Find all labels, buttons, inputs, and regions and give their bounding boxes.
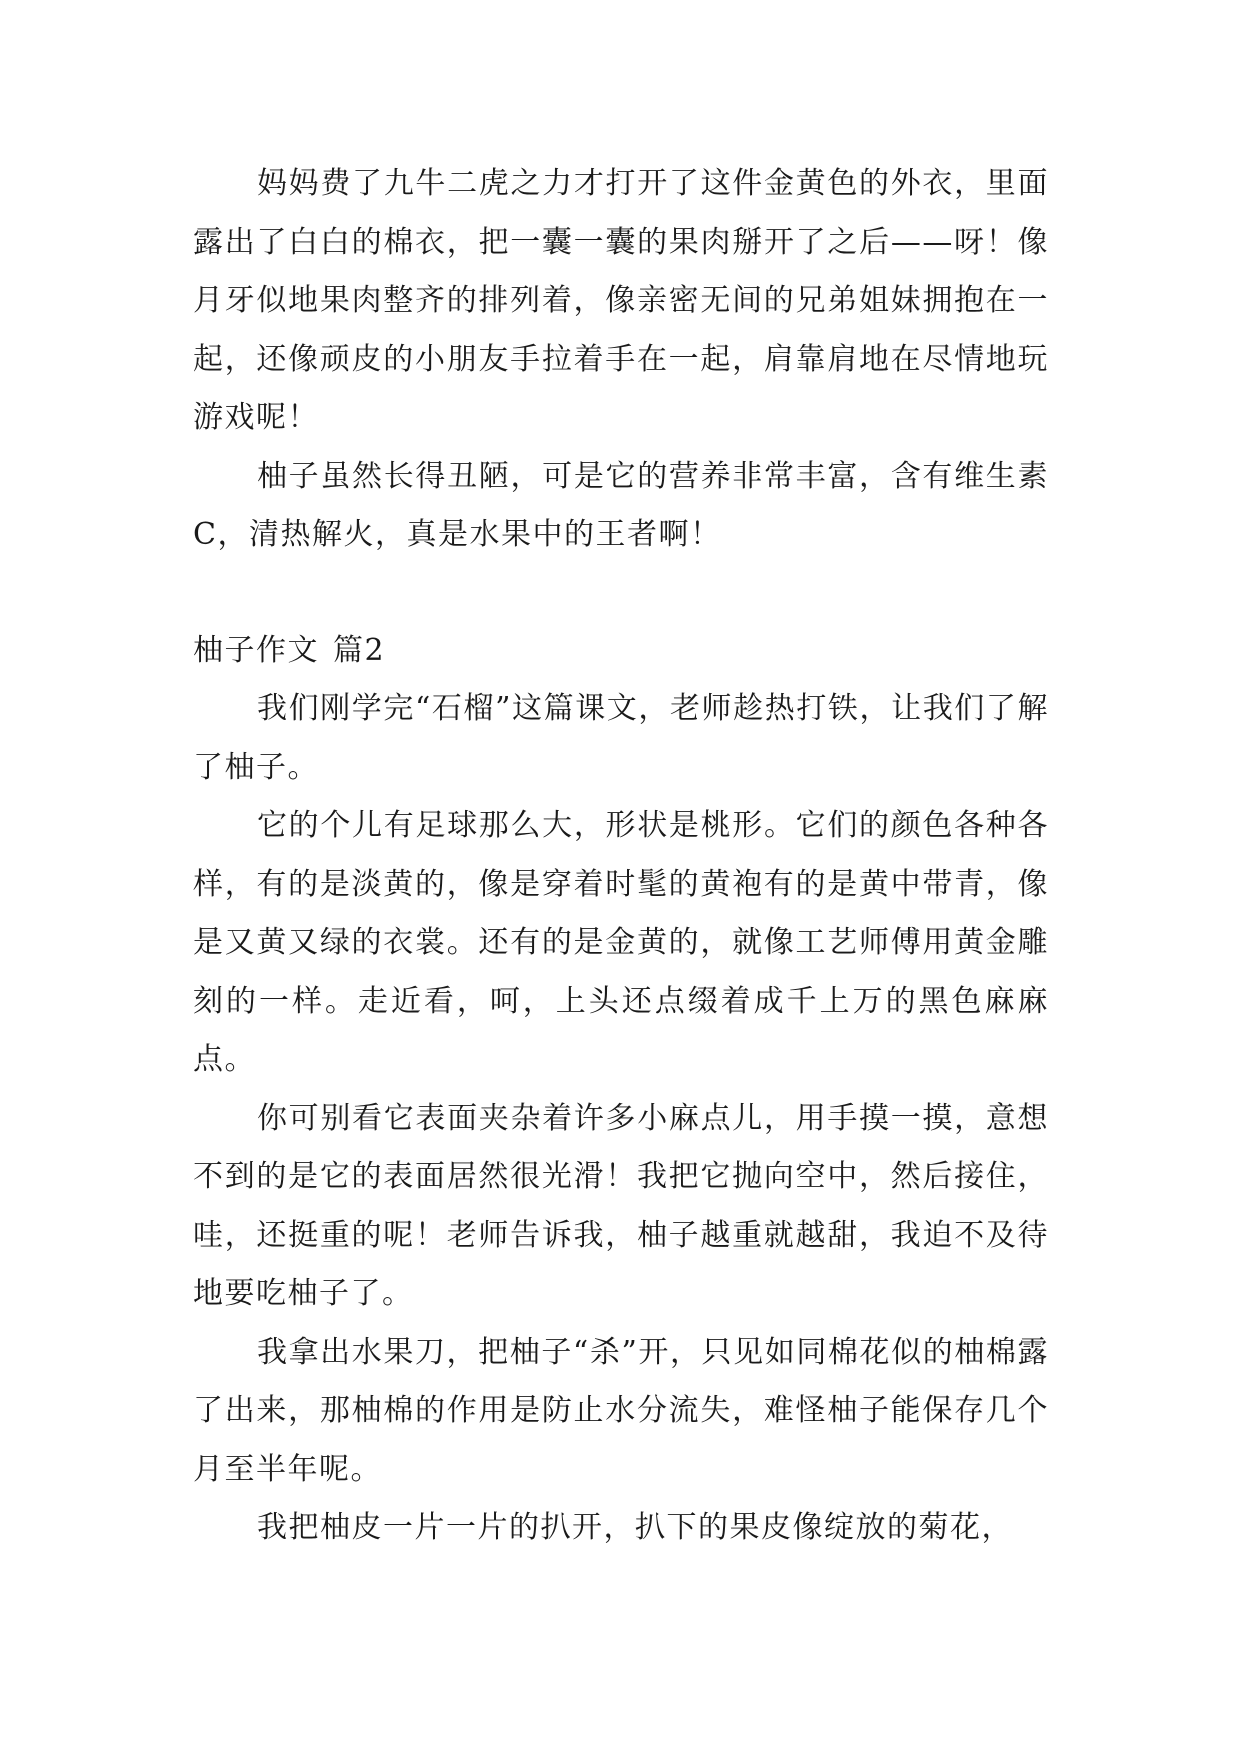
- paragraph: 你可别看它表面夹杂着许多小麻点儿，用手摸一摸，意想不到的是它的表面居然很光滑！我把它抛向空中，然后接住，哇，还挺重的呢！老师告诉我，柚子越重就越甜，我迫不及待地要吃柚子了。: [193, 1100, 1049, 1311]
- essay-section-2: [193, 680, 1049, 1558]
- paragraph: 妈妈费了九牛二虎之力才打开了这件金黄色的外衣，里面露出了白白的棉衣，把一囊一囊的果肉掰开了之后——呀！像月牙似地果肉整齐的排列着，像亲密无间的兄弟姐妹拥抱在一起，还像顽皮的小朋友手拉着手在一起，肩靠肩地在尽情地玩游戏呢！: [193, 166, 1049, 435]
- paragraph: 我拿出水果刀，把柚子“杀”开，只见如同棉花似的柚棉露了出来，那柚棉的作用是防止水分流失，难怪柚子能保存几个月至半年呢。: [193, 1334, 1049, 1487]
- paragraph: 柚子虽然长得丑陋，可是它的营养非常丰富，含有维生素C，清热解火，真是水果中的王者啊！: [193, 458, 1049, 552]
- essay-section-1: [193, 155, 1049, 565]
- essay-title: 柚子作文: [193, 633, 319, 668]
- paragraph: 它的个儿有足球那么大，形状是桃形。它们的颜色各种各样，有的是淡黄的，像是穿着时髦的黄袍有的是黄中带青，像是又黄又绿的衣裳。还有的是金黄的，就像工艺师傅用黄金雕刻的一样。走近看，呵，上头还点缀着成千上万的黑色麻麻点。: [193, 808, 1049, 1077]
- paragraph: 我们刚学完“石榴”这篇课文，老师趁热打铁，让我们了解了柚子。: [193, 691, 1049, 785]
- essay-number: 篇2: [333, 633, 386, 668]
- essay-heading: [193, 622, 385, 680]
- paragraph: 我把柚皮一片一片的扒开，扒下的果皮像绽放的菊花，: [257, 1510, 1013, 1545]
